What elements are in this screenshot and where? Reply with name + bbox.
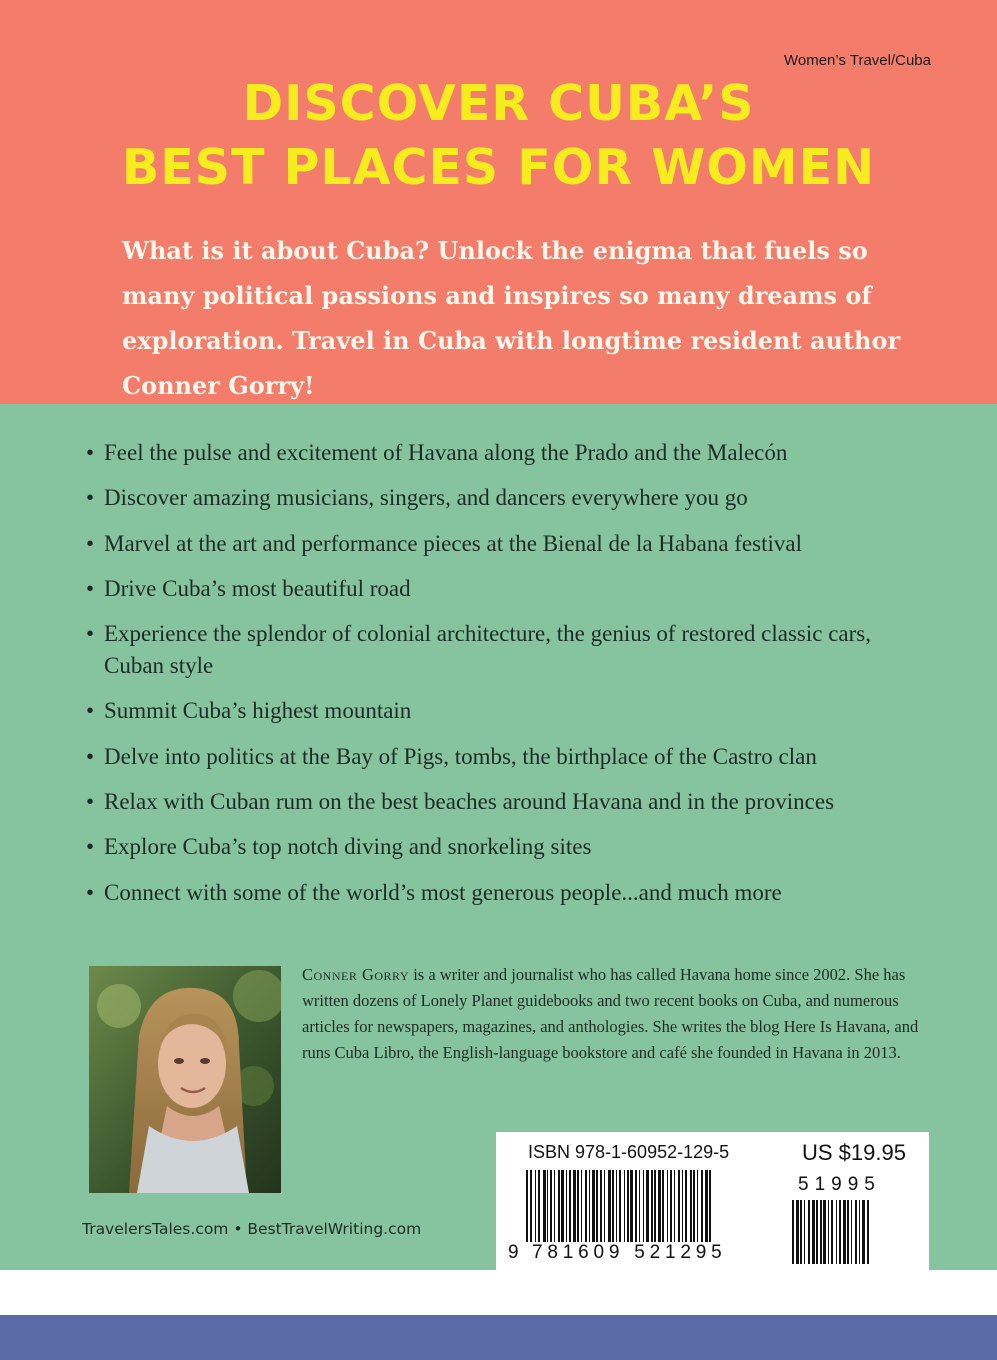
barcode-bar [630,1170,633,1242]
barcode-bar [547,1170,548,1242]
barcode-bar [635,1170,637,1242]
barcode-bar [585,1170,587,1242]
barcode-bar [624,1170,625,1242]
barcode-bar [651,1170,653,1242]
barcode-bar [859,1200,860,1264]
barcode-bar [554,1170,555,1242]
barcode-bar [697,1170,698,1242]
barcode-bar [685,1170,687,1242]
list-item: • Feel the pulse and excitement of Havana along the Prado and the Malecón [86,437,916,469]
barcode-bar [831,1200,833,1264]
list-item: • Delve into politics at the Bay of Pigs, tombs, the birthplace of the Castro clan [86,741,916,773]
barcode-bar [670,1170,672,1242]
list-item: • Drive Cuba’s most beautiful road [86,573,916,605]
headline-line-1: DISCOVER CUBA’S [242,75,755,132]
list-item: • Summit Cuba’s highest mountain [86,695,916,727]
barcode-bar [851,1200,852,1264]
barcode-lead-digit: 9 [508,1242,519,1263]
category-label: Women’s Travel/Cuba [783,52,931,69]
barcode-bar [690,1170,692,1242]
isbn-label: ISBN 978-1-60952-129-5 [528,1142,730,1162]
barcode-bar [693,1170,695,1242]
barcode-bar [543,1170,546,1242]
list-item: • Marvel at the art and performance pieces at the Bienal de la Habana festival [86,528,916,560]
barcode-bar [608,1170,611,1242]
barcode-bar [658,1170,661,1242]
price-barcode [792,1200,910,1264]
barcode-bar [701,1170,703,1242]
barcode-bar [646,1170,649,1242]
barcode-bar [847,1200,849,1264]
feature-list [86,437,916,922]
barcode-bar [867,1200,869,1264]
barcode-bar [573,1170,576,1242]
bottom-white-strip [0,1270,997,1315]
barcode-bar [569,1170,571,1242]
barcode-bar [627,1170,629,1242]
list-item: • Connect with some of the world’s most generous people...and much more [86,877,916,909]
barcode-bar [577,1170,579,1242]
barcode-bar [581,1170,582,1242]
barcode-bar [616,1170,617,1242]
headline [0,72,997,200]
barcode-bar [596,1170,598,1242]
author-portrait-image [89,966,281,1193]
barcode-bar [816,1200,818,1264]
barcode-bar [654,1170,656,1242]
barcode-bar [535,1170,536,1242]
list-item: • Experience the splendor of colonial architecture, the genius of restored classic cars, Cuban style [86,618,916,682]
barcode-bar [823,1200,826,1264]
barcode-bar [836,1200,837,1264]
barcode-bar [800,1200,802,1264]
barcode-bar [705,1170,708,1242]
barcode-bar [662,1170,664,1242]
barcode-bar [862,1200,865,1264]
barcode-bar [820,1200,822,1264]
barcode-bar [561,1170,564,1242]
barcode-bar [828,1200,829,1264]
publisher-websites: TravelersTales.com • BestTravelWriting.com [82,1220,422,1238]
barcode-bar [682,1170,683,1242]
author-name: Conner Gorry [302,965,410,984]
barcode-bar [550,1170,552,1242]
barcode-bar [592,1170,595,1242]
barcode-bar [804,1200,805,1264]
barcode-bar [709,1170,711,1242]
price-code: 51995 [798,1174,881,1195]
list-item: • Explore Cuba’s top notch diving and snorkeling sites [86,831,916,863]
barcode-bar [538,1170,540,1242]
author-photo [89,966,281,1193]
barcode-digits: 781609 521295 [532,1242,727,1263]
barcode-bar [558,1170,560,1242]
list-item: • Discover amazing musicians, singers, and dancers everywhere you go [86,482,916,514]
author-bio-text: is a writer and journalist who has called Havana home since 2002. She has written dozens of Lonely Planet guidebooks and two recent books on Cuba, and numerous articles for newspapers, magazines, and anthologies. She writes the blog Here Is Havana, and runs Cuba Libro, the English-language bookstore and café she founded in Havana in 2013. [302,965,919,1062]
barcode-bar [566,1170,567,1242]
barcode-bar [526,1170,528,1242]
price-label: US $19.95 [802,1140,906,1165]
barcode-bar [843,1200,846,1264]
barcode-bar [674,1170,675,1242]
author-bio [302,962,932,1066]
barcode-bar [589,1170,590,1242]
barcode-bar [643,1170,644,1242]
headline-line-2: BEST PLACES FOR WOMEN [121,139,876,196]
barcode-bar [796,1200,799,1264]
barcode-bar [792,1200,794,1264]
barcode-panel [496,1132,929,1271]
bottom-blue-band [0,1315,997,1360]
barcode-bar [530,1170,532,1242]
lead-paragraph: What is it about Cuba? Unlock the enigma that fuels so many political passions and inspires so many dreams of exploration. Travel in Cuba with longtime resident author Conner Gorry! [122,236,901,400]
barcode-bar [855,1200,857,1264]
barcode-bar [667,1170,668,1242]
barcode-bar [678,1170,680,1242]
barcode-bar [619,1170,621,1242]
isbn-barcode [526,1170,774,1252]
barcode-bar [639,1170,640,1242]
barcode-bar [604,1170,605,1242]
barcode-bar [612,1170,614,1242]
list-item: • Relax with Cuban rum on the best beaches around Havana and in the provinces [86,786,916,818]
barcode-bar [600,1170,602,1242]
barcode-bar [839,1200,841,1264]
barcode-bar [812,1200,815,1264]
barcode-bar [808,1200,810,1264]
